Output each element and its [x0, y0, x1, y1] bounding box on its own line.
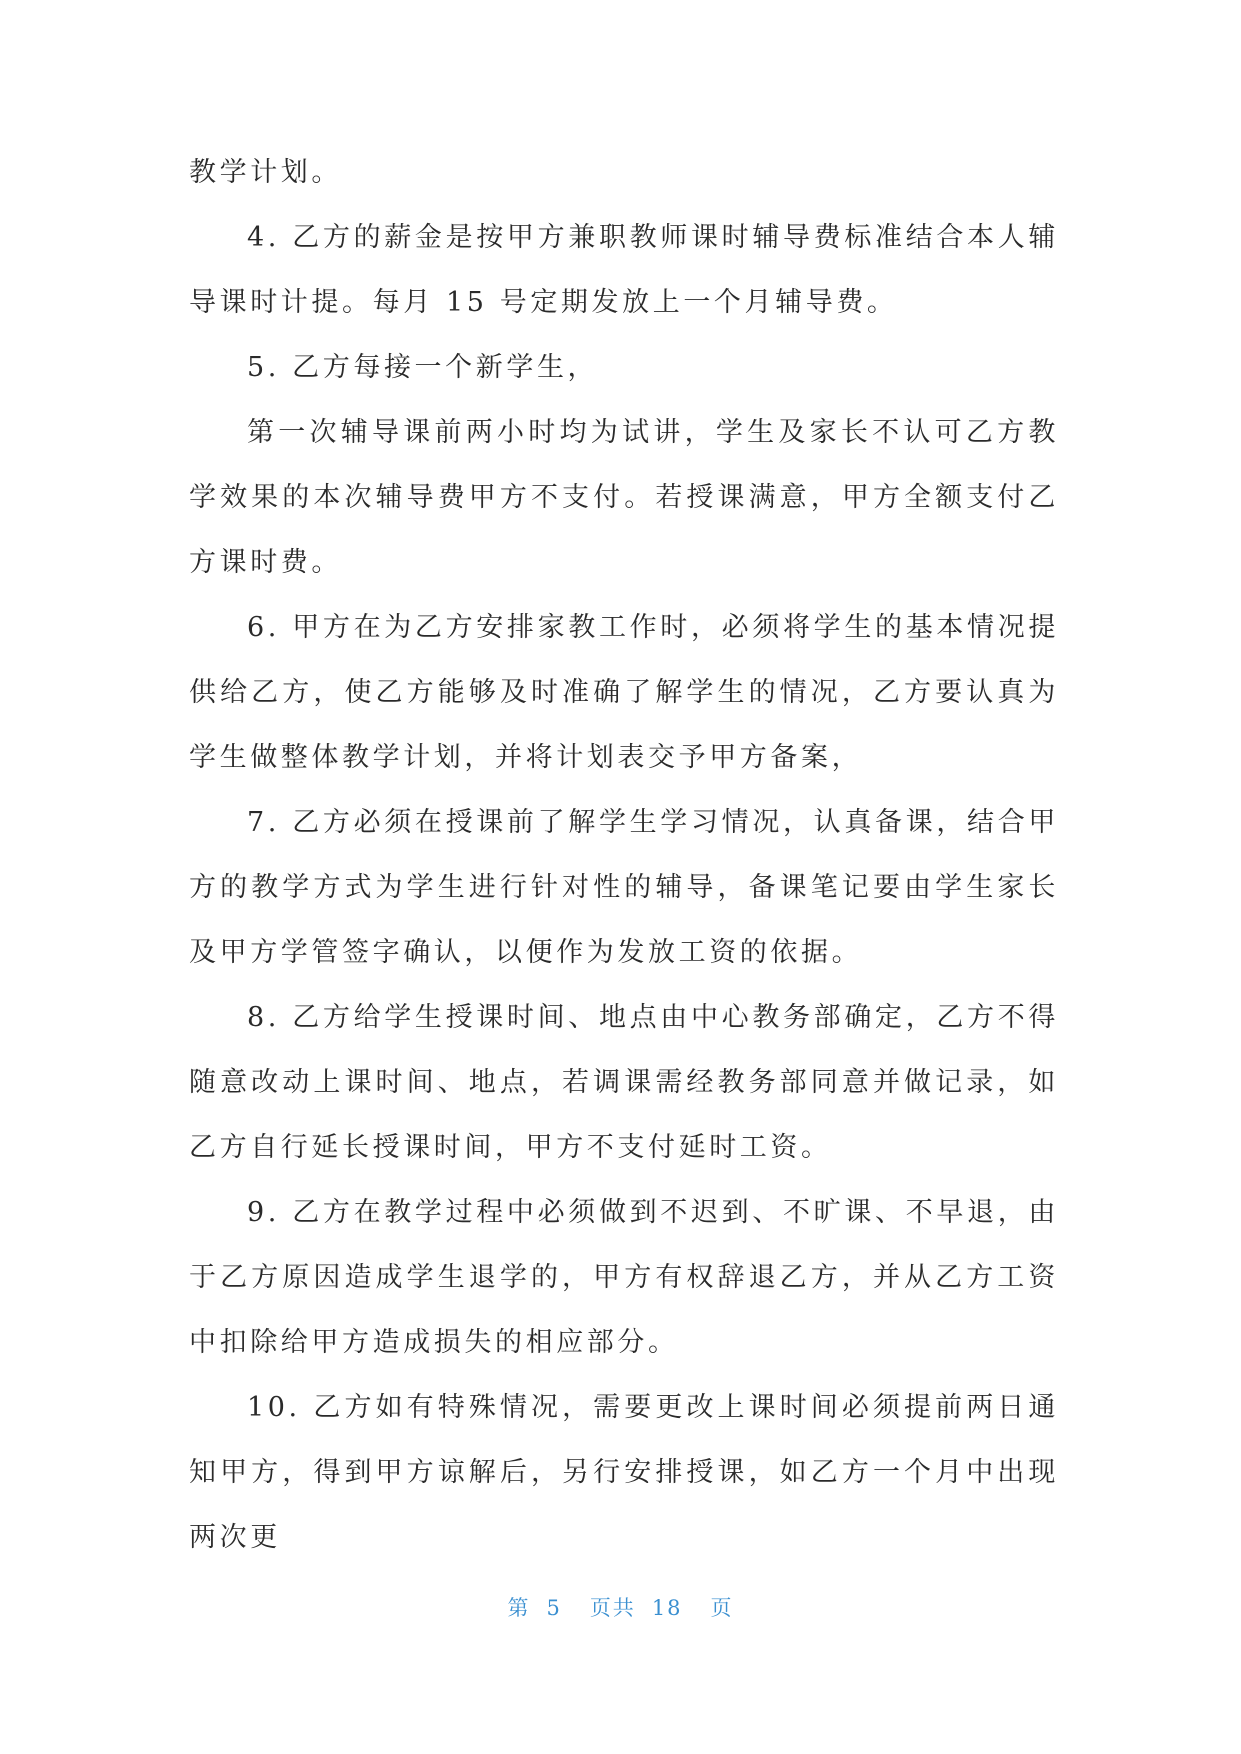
clause-6: 6. 甲方在为乙方安排家教工作时，必须将学生的基本情况提供给乙方，使乙方能够及时准确了解学生的情况，乙方要认真为学生做整体教学计划，并将计划表交予甲方备案， — [189, 612, 1059, 773]
clause-9: 9. 乙方在教学过程中必须做到不迟到、不旷课、不早退，由于乙方原因造成学生退学的，甲方有权辞退乙方，并从乙方工资中扣除给甲方造成损失的相应部分。 — [189, 1197, 1059, 1358]
clause-5-detail: 第一次辅导课前两小时均为试讲，学生及家长不认可乙方教学效果的本次辅导费甲方不支付。若授课满意，甲方全额支付乙方课时费。 — [189, 417, 1059, 578]
page-number-footer — [0, 1592, 1241, 1622]
paragraph-continuation: 教学计划。 — [189, 157, 342, 188]
clause-4: 4. 乙方的薪金是按甲方兼职教师课时辅导费标准结合本人辅导课时计提。每月 15 号定期发放上一个月辅导费。 — [189, 222, 1059, 318]
footer-prefix: 第 — [507, 1596, 531, 1620]
clause-7: 7. 乙方必须在授课前了解学生学习情况，认真备课，结合甲方的教学方式为学生进行针对性的辅导，备课笔记要由学生家长及甲方学管签字确认，以便作为发放工资的依据。 — [189, 807, 1059, 968]
footer-total-pages: 18 — [651, 1596, 683, 1620]
clause-5: 5. 乙方每接一个新学生， — [247, 352, 599, 383]
clause-10: 10. 乙方如有特殊情况，需要更改上课时间必须提前两日通知甲方，得到甲方谅解后，另行安排授课，如乙方一个月中出现两次更 — [189, 1392, 1059, 1553]
footer-current-page: 5 — [546, 1596, 562, 1620]
document-body — [189, 140, 1059, 1570]
footer-suffix: 页 — [710, 1596, 734, 1620]
clause-8: 8. 乙方给学生授课时间、地点由中心教务部确定，乙方不得随意改动上课时间、地点，若调课需经教务部同意并做记录，如乙方自行延长授课时间，甲方不支付延时工资。 — [189, 1002, 1059, 1163]
footer-middle: 页共 — [589, 1596, 636, 1620]
